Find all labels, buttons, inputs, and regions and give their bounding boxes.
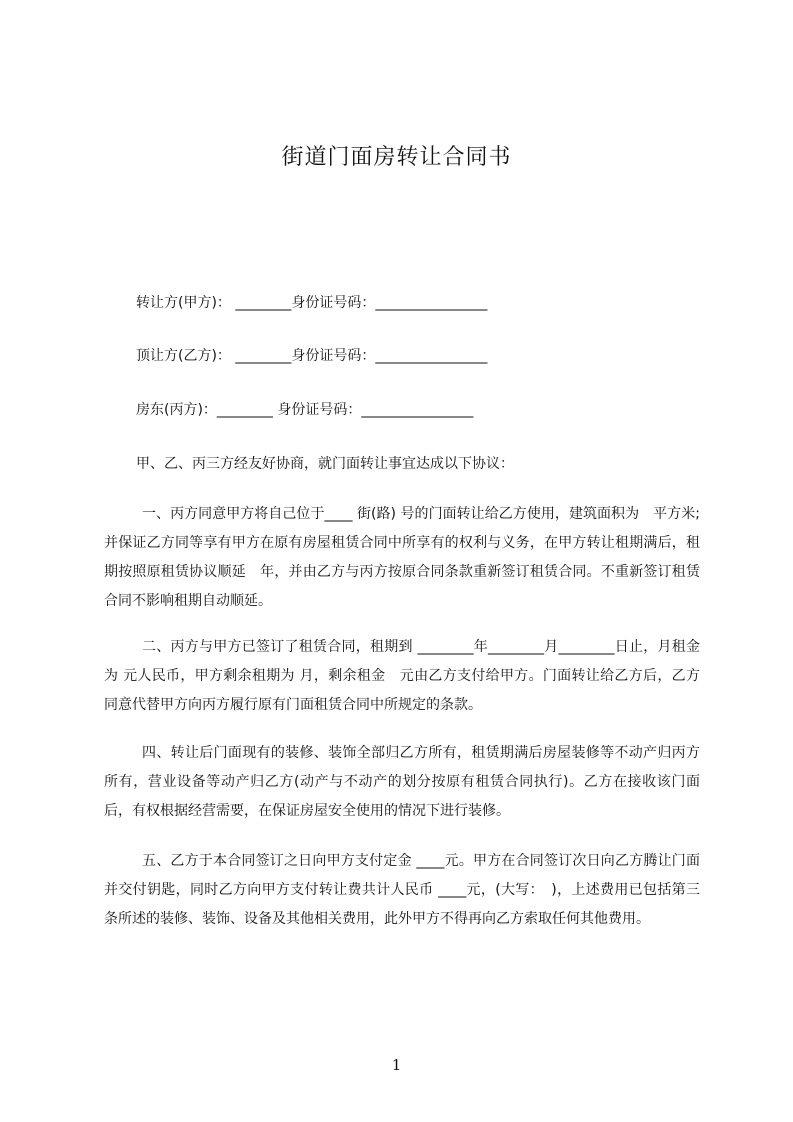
transferee-line: 顶让方(乙方)： ________身份证号码：________________ (136, 348, 488, 364)
landlord-line: 房东(丙方)：________ 身份证号码：________________ (136, 402, 474, 418)
clause-5: 五、乙方于本合同签订之日向甲方支付定金 ____元。甲方在合同签订次日向乙方腾让门面并交付钥匙，同时乙方向甲方支付转让费共计人民币 ____元，(大写： )，上述费用已包括第三条所述的装修、装饰、设备及其他相关费用，此外甲方不得再向乙方索取任何其他费用。 (104, 853, 700, 927)
clause-1: 一、丙方同意甲方将自己位于____ 街(路) 号的门面转让给乙方使用，建筑面积为 平方米;并保证乙方同等享有甲方在原有房屋租赁合同中所享有的权利与义务，在甲方转让租期满后，租期按照原租赁协议顺延 年，并由乙方与丙方按原合同条款重新签订租赁合同。不重新签订租赁合同不影响租期自动顺延。 (104, 506, 700, 609)
clause-2: 二、丙方与甲方已签订了租赁合同，租期到 ________年________月________日止，月租金为 元人民币，甲方剩余租期为 月，剩余租金 元由乙方支付给甲方。门面转让给乙方后，乙方同意代替甲方向丙方履行原有门面租赁合同中所规定的条款。 (104, 639, 700, 713)
clause-4: 四、转让后门面现有的装修、装饰全部归乙方所有，租赁期满后房屋装修等不动产归丙方所有，营业设备等动产归乙方(动产与不动产的划分按原有租赁合同执行)。乙方在接收该门面后，有权根据经营需要，在保证房屋安全使用的情况下进行装修。 (104, 745, 700, 819)
transferor-line: 转让方(甲方)： ________身份证号码：________________ (136, 295, 488, 311)
intro-line: 甲、乙、丙三方经友好协商，就门面转让事宜达成以下协议： (136, 456, 514, 472)
page-title: 街道门面房转让合同书 (281, 145, 512, 170)
page-number: 1 (391, 1056, 402, 1074)
